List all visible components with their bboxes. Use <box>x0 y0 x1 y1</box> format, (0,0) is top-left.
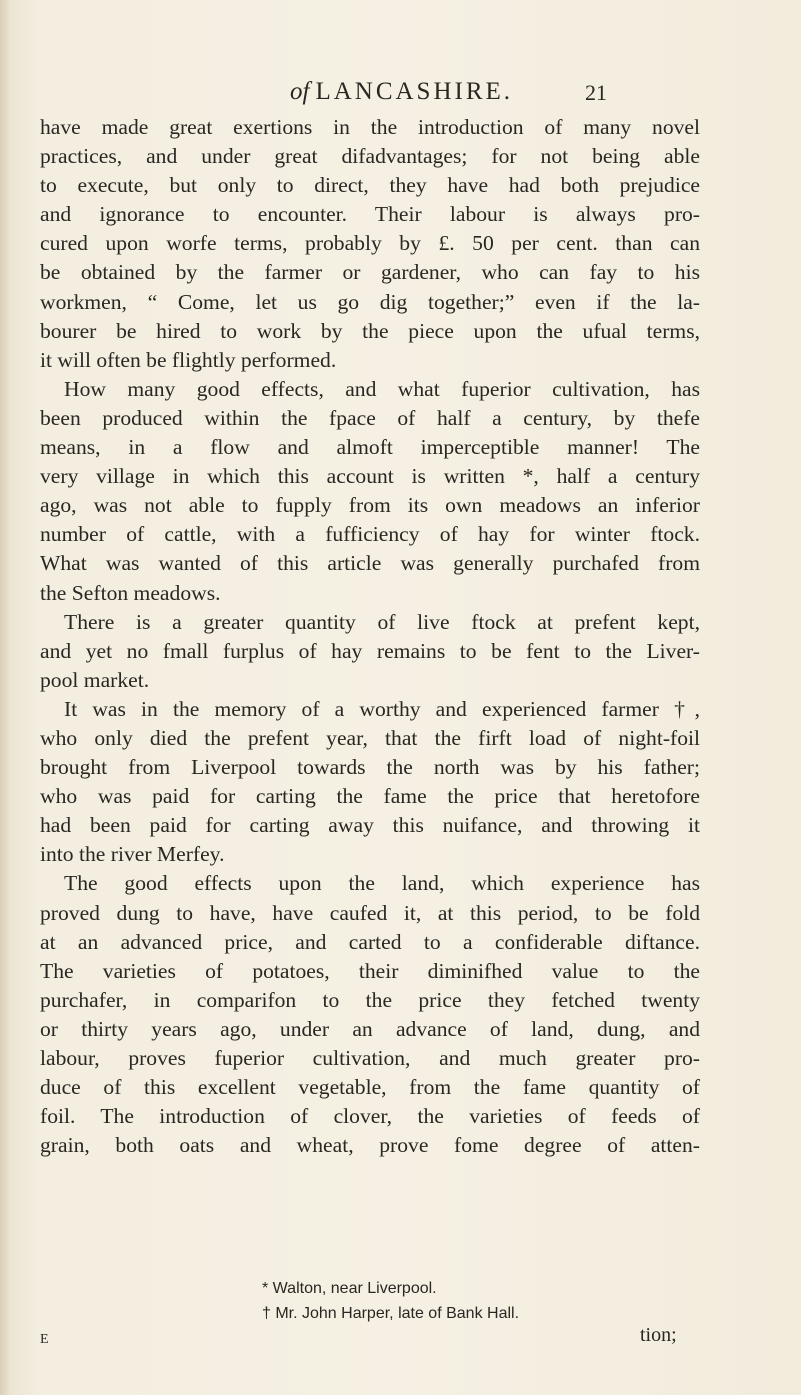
text-line: grain, both oats and wheat, prove fome degree of atten- <box>40 1133 700 1158</box>
text-line: it will often be flightly performed. <box>40 347 337 372</box>
text-line: at an advanced price, and carted to a confiderable diftance. <box>40 929 700 954</box>
text-line: brought from Liverpool towards the north was by his father; <box>40 755 700 780</box>
text-line: bourer be hired to work by the piece upon the ufual terms, <box>40 318 700 343</box>
text-line: The varieties of potatoes, their diminifhed value to the <box>40 958 700 983</box>
text-line: very village in which this account is written *, half a century <box>40 464 700 489</box>
text-line: workmen, “ Come, let us go dig together;” even if the la- <box>40 289 700 314</box>
text-line: pool market. <box>40 667 150 692</box>
text-line: or thirty years ago, under an advance of land, dung, and <box>40 1016 700 1041</box>
text-line: who was paid for carting the fame the price that heretofore <box>40 784 700 809</box>
text-line: It was in the memory of a worthy and experienced farmer †, <box>64 696 700 721</box>
text-line: proved dung to have, have caufed it, at this period, to be fold <box>40 900 700 925</box>
catchword: tion; <box>640 1324 677 1346</box>
text-line: means, in a flow and almoft imperceptible manner! The <box>40 435 700 460</box>
text-line: ago, was not able to fupply from its own meadows an inferior <box>40 493 700 518</box>
text-line: duce of this excellent vegetable, from the fame quantity of <box>40 1075 700 1100</box>
text-line: What was wanted of this article was generally purchafed from <box>40 551 700 576</box>
text-line: labour, proves fuperior cultivation, and much greater pro- <box>40 1046 700 1070</box>
text-line: to execute, but only to direct, they have had both prejudice <box>40 173 700 198</box>
body-text <box>40 113 700 1160</box>
text-line: had been paid for carting away this nuifance, and throwing it <box>40 813 700 838</box>
text-line: into the river Merfey. <box>40 842 225 867</box>
page-number: 21 <box>585 80 607 105</box>
footnote: * Walton, near Liverpool. <box>262 1280 437 1297</box>
text-line: How many good effects, and what fuperior cultivation, has <box>64 376 700 401</box>
text-line: been produced within the fpace of half a century, by thefe <box>40 405 700 430</box>
text-line: and yet no fmall furplus of hay remains to be fent to the Liver- <box>40 638 700 663</box>
running-header <box>290 78 513 106</box>
text-line: number of cattle, with a fufficiency of hay for winter ftock. <box>40 522 700 547</box>
signature-mark: E <box>40 1332 49 1347</box>
text-line: cured upon worfe terms, probably by £. 50 per cent. than can <box>40 231 700 256</box>
header-preposition: of <box>290 78 310 105</box>
header-title: LANCASHIRE. <box>315 78 514 105</box>
page-gutter-shadow <box>0 0 10 1395</box>
text-line: have made great exertions in the introduction of many novel <box>40 115 700 139</box>
text-line: the Sefton meadows. <box>40 580 221 605</box>
footnotes <box>262 1276 519 1326</box>
text-line: practices, and under great difadvantages; for not being able <box>40 144 700 169</box>
text-line: be obtained by the farmer or gardener, who can fay to his <box>40 260 700 285</box>
text-line: foil. The introduction of clover, the varieties of feeds of <box>40 1104 700 1129</box>
text-line: There is a greater quantity of live ftock at prefent kept, <box>64 609 700 634</box>
text-line: The good effects upon the land, which experience has <box>64 871 700 896</box>
text-line: who only died the prefent year, that the firft load of night-foil <box>40 725 700 750</box>
text-line: and ignorance to encounter. Their labour is always pro- <box>40 202 700 227</box>
text-line: purchafer, in comparifon to the price they fetched twenty <box>40 987 700 1012</box>
footnote: † Mr. John Harper, late of Bank Hall. <box>262 1305 520 1322</box>
